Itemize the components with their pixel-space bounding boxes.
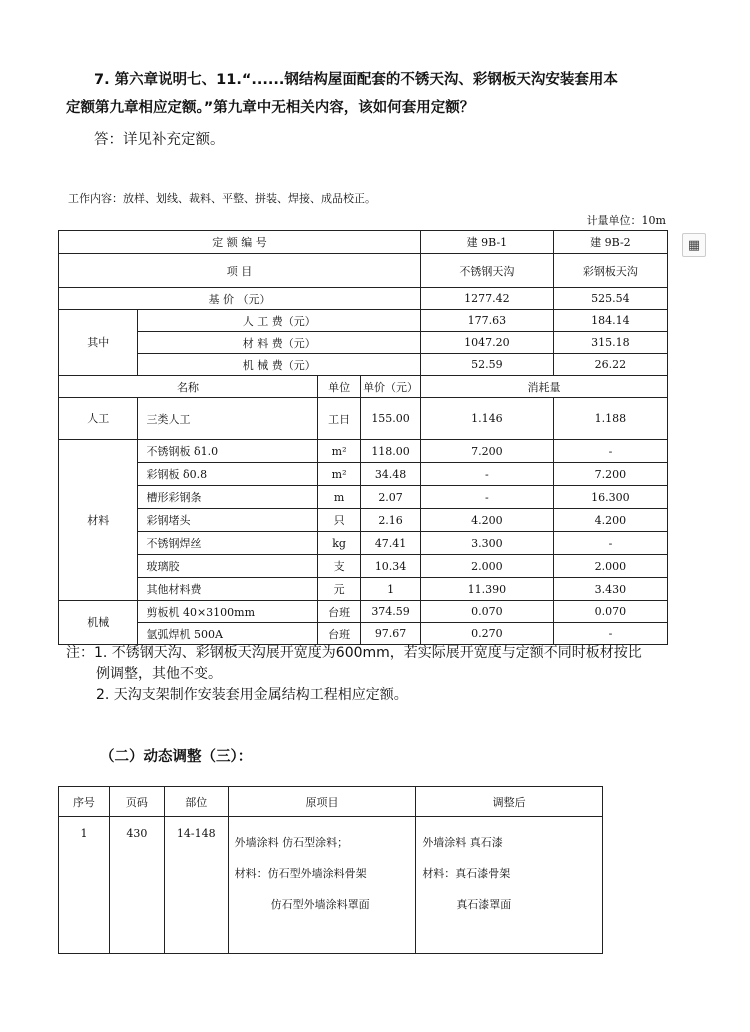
labor-cost-1: 177.63 — [420, 310, 553, 332]
base-price-2: 525.54 — [553, 288, 667, 310]
base-price-label: 基 价 （元） — [59, 288, 421, 310]
row-name: 槽形彩钢条 — [138, 486, 318, 509]
question-line-1: 7. 第六章说明七、11.“......钢结构屋面配套的不锈天沟、彩钢板天沟安装套用本 — [94, 72, 618, 88]
row-value-1: 7.200 — [420, 440, 553, 463]
adjust-header-page: 页码 — [109, 787, 164, 817]
row-unit: m² — [318, 463, 361, 486]
row-value-1: 0.070 — [420, 601, 553, 623]
row-unit: m — [318, 486, 361, 509]
adjust-header-adjusted: 调整后 — [416, 787, 603, 817]
row-value-2: 0.070 — [553, 601, 667, 623]
row-value-2: 3.430 — [553, 578, 667, 601]
adjust-row-index: 1 — [59, 817, 110, 954]
row-value-1: - — [420, 486, 553, 509]
row-unit: 元 — [318, 578, 361, 601]
item-name-2: 彩钢板天沟 — [553, 254, 667, 288]
row-name: 三类人工 — [138, 398, 318, 440]
row-value-2: 7.200 — [553, 463, 667, 486]
breakdown-group-label: 其中 — [59, 310, 138, 376]
row-value-1: 11.390 — [420, 578, 553, 601]
adjust-header-original: 原项目 — [228, 787, 416, 817]
row-price: 47.41 — [361, 532, 421, 555]
row-unit: 台班 — [318, 623, 361, 645]
row-value-2: 1.188 — [553, 398, 667, 440]
row-value-2: - — [553, 623, 667, 645]
row-price: 2.07 — [361, 486, 421, 509]
row-price: 374.59 — [361, 601, 421, 623]
row-unit: 支 — [318, 555, 361, 578]
row-price: 2.16 — [361, 509, 421, 532]
machine-cost-2: 26.22 — [553, 354, 667, 376]
quota-code-1: 建 9B-1 — [420, 231, 553, 254]
row-unit: kg — [318, 532, 361, 555]
row-value-2: - — [553, 532, 667, 555]
quota-table — [58, 230, 668, 645]
row-unit: 工日 — [318, 398, 361, 440]
row-name: 不锈钢焊丝 — [138, 532, 318, 555]
row-name: 不锈钢板 δ1.0 — [138, 440, 318, 463]
col-unit-header: 单位 — [318, 376, 361, 398]
labor-cost-label: 人 工 费（元） — [138, 310, 421, 332]
item-label: 项 目 — [59, 254, 421, 288]
question-line-2: 定额第九章相应定额。”第九章中无相关内容，该如何套用定额？ — [66, 100, 475, 116]
row-name: 其他材料费 — [138, 578, 318, 601]
row-value-1: 3.300 — [420, 532, 553, 555]
group-label-labor: 人工 — [59, 398, 138, 440]
row-value-1: - — [420, 463, 553, 486]
row-price: 10.34 — [361, 555, 421, 578]
group-label-material: 材料 — [59, 440, 138, 601]
row-price: 97.67 — [361, 623, 421, 645]
measure-unit: 计量单位：10m — [586, 214, 666, 227]
quota-code-label: 定 额 编 号 — [59, 231, 421, 254]
adjust-header-index: 序号 — [59, 787, 110, 817]
notes — [66, 643, 706, 706]
adjusted-line-2: 材料：真石漆骨架 — [422, 867, 511, 880]
row-price: 34.48 — [361, 463, 421, 486]
row-value-2: 4.200 — [553, 509, 667, 532]
row-price: 155.00 — [361, 398, 421, 440]
note-2: 2. 天沟支架制作安装套用金属结构工程相应定额。 — [96, 687, 408, 703]
row-name: 彩钢板 δ0.8 — [138, 463, 318, 486]
col-price-header: 单价（元） — [361, 376, 421, 398]
adjust-header-part: 部位 — [164, 787, 228, 817]
col-name-header: 名称 — [59, 376, 318, 398]
row-value-2: 2.000 — [553, 555, 667, 578]
machine-cost-label: 机 械 费（元） — [138, 354, 421, 376]
adjust-row-page: 430 — [109, 817, 164, 954]
material-cost-1: 1047.20 — [420, 332, 553, 354]
note-1-continued: 例调整，其他不变。 — [96, 666, 222, 682]
original-line-1: 外墙涂料 仿石型涂料； — [234, 836, 349, 849]
adjusted-line-3: 真石漆罩面 — [456, 898, 512, 911]
item-name-1: 不锈钢天沟 — [420, 254, 553, 288]
adjusted-line-1: 外墙涂料 真石漆 — [422, 836, 503, 849]
material-cost-2: 315.18 — [553, 332, 667, 354]
machine-cost-1: 52.59 — [420, 354, 553, 376]
adjust-row-adjusted — [416, 817, 603, 954]
base-price-1: 1277.42 — [420, 288, 553, 310]
answer-text: 答：详见补充定额。 — [94, 132, 225, 148]
col-consumption-header: 消耗量 — [420, 376, 667, 398]
labor-cost-2: 184.14 — [553, 310, 667, 332]
section-title: （二）动态调整（三）： — [100, 749, 253, 765]
group-label-machine: 机械 — [59, 601, 138, 645]
row-value-1: 0.270 — [420, 623, 553, 645]
note-1: 注：1. 不锈钢天沟、彩钢板天沟展开宽度为600mm，若实际展开宽度与定额不同时板材按比 — [66, 645, 642, 661]
row-value-1: 2.000 — [420, 555, 553, 578]
row-name: 氩弧焊机 500A — [138, 623, 318, 645]
calculator-icon[interactable]: ▦ — [682, 233, 706, 257]
row-value-2: 16.300 — [553, 486, 667, 509]
row-value-2: - — [553, 440, 667, 463]
row-name: 玻璃胶 — [138, 555, 318, 578]
row-price: 118.00 — [361, 440, 421, 463]
row-unit: 台班 — [318, 601, 361, 623]
row-value-1: 4.200 — [420, 509, 553, 532]
row-unit: m² — [318, 440, 361, 463]
adjust-row-part: 14-148 — [164, 817, 228, 954]
row-name: 剪板机 40×3100mm — [138, 601, 318, 623]
quota-code-2: 建 9B-2 — [553, 231, 667, 254]
adjust-table — [58, 786, 603, 954]
original-line-2: 材料：仿石型外墙涂料骨架 — [234, 867, 367, 880]
material-cost-label: 材 料 费（元） — [138, 332, 421, 354]
row-value-1: 1.146 — [420, 398, 553, 440]
work-content: 工作内容：放样、划线、裁料、平整、拼装、焊接、成品校正。 — [68, 192, 376, 205]
adjust-row-original — [228, 817, 416, 954]
row-unit: 只 — [318, 509, 361, 532]
original-line-3: 仿石型外墙涂料罩面 — [270, 898, 370, 911]
row-price: 1 — [361, 578, 421, 601]
row-name: 彩钢堵头 — [138, 509, 318, 532]
